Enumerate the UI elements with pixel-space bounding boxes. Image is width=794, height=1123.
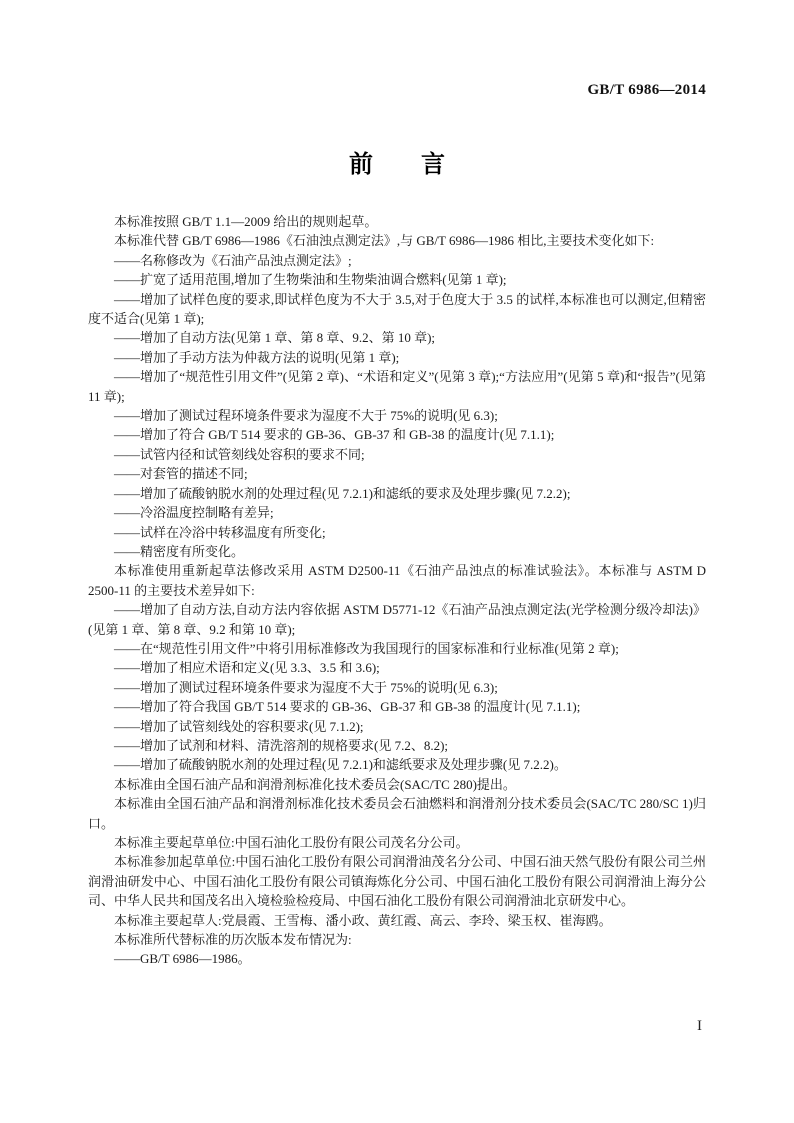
paragraph: 本标准代替 GB/T 6986—1986《石油浊点测定法》,与 GB/T 6986—1986 相比,主要技术变化如下: <box>114 233 655 249</box>
paragraph: ——扩宽了适用范围,增加了生物柴油和生物柴油调合燃料(见第 1 章); <box>114 272 507 288</box>
standard-number: GB/T 6986—2014 <box>587 82 706 98</box>
paragraph: ——增加了“规范性引用文件”(见第 2 章)、“术语和定义”(见第 3 章);“方法应用”(见第 5 章)和“报告”(见第 11 章); <box>88 369 706 404</box>
paragraph: ——增加了手动方法为仲裁方法的说明(见第 1 章); <box>114 349 400 365</box>
paragraph: ——增加了硫酸钠脱水剂的处理过程(见 7.2.1)和滤纸要求及处理步骤(见 7.2.2)。 <box>114 757 567 773</box>
paragraph: ——试管内径和试管刻线处容积的要求不同; <box>114 446 365 462</box>
paragraph: ——增加了测试过程环境条件要求为湿度不大于 75%的说明(见 6.3); <box>114 408 498 424</box>
paragraph: 本标准参加起草单位:中国石油化工股份有限公司润滑油茂名分公司、中国石油天然气股份有限公司兰州润滑油研发中心、中国石油化工股份有限公司镇海炼化分公司、中国石油化工股份有限公司润滑油上海分公司、中华人民共和国茂名出入境检验检疫局、中国石油化工股份有限公司润滑油北京研发中心。 <box>88 854 706 909</box>
paragraph: ——增加了符合我国 GB/T 514 要求的 GB-36、GB-37 和 GB-38 的温度计(见 7.1.1); <box>114 699 581 715</box>
paragraph: ——增加了测试过程环境条件要求为湿度不大于 75%的说明(见 6.3); <box>114 679 498 695</box>
paragraph: ——增加了试样色度的要求,即试样色度为不大于 3.5,对于色度大于 3.5 的试样,本标准也可以测定,但精密度不适合(见第 1 章); <box>88 291 706 327</box>
paragraph: ——增加了自动方法,自动方法内容依据 ASTM D5771-12《石油产品浊点测定法(光学检测分级冷却法)》(见第 1 章、第 8 章、9.2 和第 10 章); <box>88 602 706 637</box>
paragraph: 本标准按照 GB/T 1.1—2009 给出的规则起草。 <box>114 214 378 229</box>
paragraph: ——精密度有所变化。 <box>114 543 245 559</box>
paragraph: ——GB/T 6986—1986。 <box>114 951 251 967</box>
paragraph: 本标准使用重新起草法修改采用 ASTM D2500-11《石油产品浊点的标准试验法》。本标准与 ASTM D 2500-11 的主要技术差异如下: <box>88 563 706 598</box>
paragraph: 本标准所代替标准的历次版本发布情况为: <box>114 932 352 948</box>
paragraph: 本标准主要起草人:党晨霞、王雪梅、潘小政、黄红霞、高云、李玲、梁玉权、崔海鸥。 <box>114 912 612 928</box>
paragraph: 本标准由全国石油产品和润滑剂标准化技术委员会(SAC/TC 280)提出。 <box>114 776 516 792</box>
paragraph: ——增加了试管刻线处的容积要求(见 7.1.2); <box>114 718 364 734</box>
paragraph: ——对套管的描述不同; <box>114 466 248 482</box>
paragraph: ——增加了硫酸钠脱水剂的处理过程(见 7.2.1)和滤纸的要求及处理步骤(见 7.2.2); <box>114 485 571 501</box>
paragraph: ——名称修改为《石油产品浊点测定法》; <box>114 252 352 268</box>
paragraph: 本标准由全国石油产品和润滑剂标准化技术委员会石油燃料和润滑剂分技术委员会(SAC/TC 280/SC 1)归口。 <box>88 796 706 831</box>
page-title: 前 言 <box>349 151 445 178</box>
paragraph: ——增加了相应术语和定义(见 3.3、3.5 和 3.6); <box>114 660 380 676</box>
paragraph: ——增加了符合 GB/T 514 要求的 GB-36、GB-37 和 GB-38 的温度计(见 7.1.1); <box>114 427 555 443</box>
foreword-body <box>88 212 706 969</box>
paragraph: ——增加了试剂和材料、清洗溶剂的规格要求(见 7.2、8.2); <box>114 737 449 753</box>
paragraph: ——增加了自动方法(见第 1 章、第 8 章、9.2、第 10 章); <box>114 330 436 346</box>
page-number: I <box>697 1018 702 1034</box>
paragraph: ——在“规范性引用文件”中将引用标准修改为我国现行的国家标准和行业标准(见第 2 章); <box>114 640 619 656</box>
paragraph: ——冷浴温度控制略有差异; <box>114 505 274 521</box>
paragraph: 本标准主要起草单位:中国石油化工股份有限公司茂名分公司。 <box>114 835 469 850</box>
paragraph: ——试样在冷浴中转移温度有所变化; <box>114 524 326 540</box>
